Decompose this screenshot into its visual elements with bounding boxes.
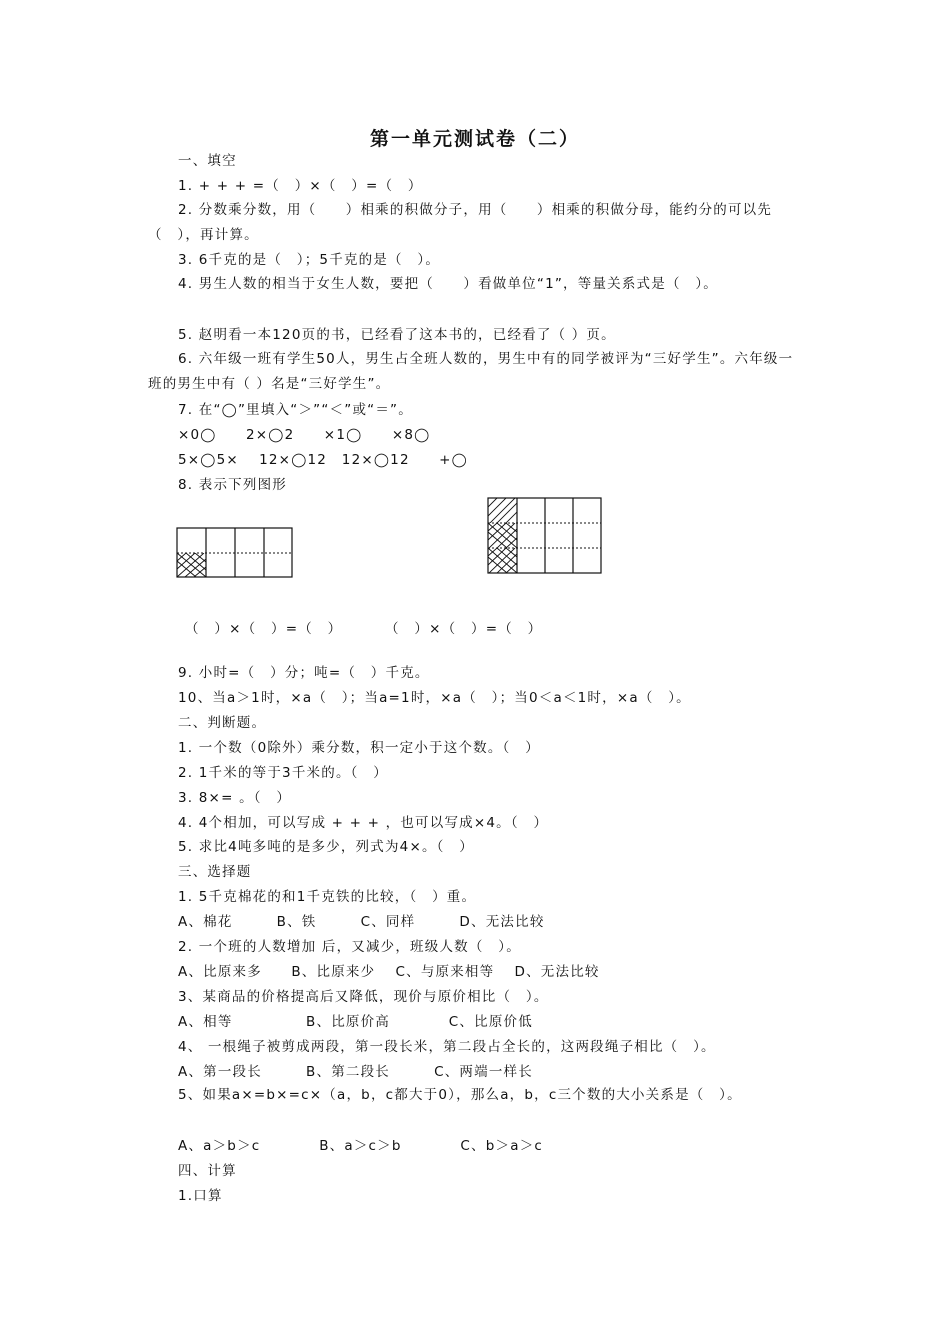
- fill-q8: 8. 表示下列图形: [178, 477, 287, 493]
- fill-q7-row2: 5×◯5× 12×◯12 12×◯12 +◯: [178, 452, 468, 468]
- hatch-middle: [488, 523, 519, 549]
- fill-q8-eq2: （ ）×（ ）=（ ）: [385, 621, 543, 637]
- judge-q1: 1. 一个数（0除外）乘分数，积一定小于这个数。（ ）: [178, 740, 540, 756]
- section-judge-heading: 二、判断题。: [178, 715, 267, 731]
- fill-q1: 1. + + + =（ ）×（ ）=（ ）: [178, 178, 423, 194]
- section-choice-heading: 三、选择题: [178, 864, 252, 880]
- fraction-figure-2: [487, 497, 603, 575]
- fraction-figure-1: [176, 527, 294, 579]
- judge-q2: 2. 1千米的等于3千米的。（ ）: [178, 765, 388, 781]
- choice-q5: 5、如果a×=b×=c×（a，b，c都大于0），那么a，b，c三个数的大小关系是（ ）。: [178, 1087, 742, 1103]
- fill-q4: 4. 男生人数的相当于女生人数，要把（ ）看做单位“1”，等量关系式是（ ）。: [178, 276, 718, 292]
- judge-q3: 3. 8×= 。（ ）: [178, 790, 292, 806]
- fill-q5: 5. 赵明看一本120页的书，已经看了这本书的，已经看了（ ）页。: [178, 327, 616, 343]
- hatch-pattern: [177, 553, 206, 577]
- choice-q1-options: A、棉花 B、铁 C、同样 D、无法比较: [178, 914, 545, 930]
- page-title: 第一单元测试卷（二）: [369, 128, 580, 150]
- choice-q3-options: A、相等 B、比原价高 C、比原价低: [178, 1014, 533, 1030]
- calc-q1: 1.口算: [178, 1188, 223, 1204]
- judge-q5: 5. 求比4吨多吨的是多少，列式为4×。（ ）: [178, 839, 475, 855]
- fill-q7: 7. 在“◯”里填入“＞”“＜”或“＝”。: [178, 402, 413, 418]
- hatch-bottom: [488, 548, 519, 574]
- fill-q7-row1: ×0◯ 2×◯2 ×1◯ ×8◯: [178, 427, 431, 443]
- choice-q1: 1. 5千克棉花的和1千克铁的比较，（ ）重。: [178, 889, 477, 905]
- fill-q3: 3. 6千克的是（ ）；5千克的是（ ）。: [178, 252, 441, 268]
- choice-q3: 3、某商品的价格提高后又降低，现价与原价相比（ ）。: [178, 989, 549, 1005]
- section-fill-heading: 一、填空: [178, 153, 237, 169]
- hatch-top: [488, 498, 519, 525]
- choice-q5-options: A、a＞b＞c B、a＞c＞b C、b＞a＞c: [178, 1138, 544, 1154]
- fill-q6: 6. 六年级一班有学生50人，男生占全班人数的，男生中有的同学被评为“三好学生”。六年级一班的男生中有（ ）名是“三好学生”。: [148, 351, 794, 392]
- fill-q9: 9. 小时=（ ）分；吨=（ ）千克。: [178, 665, 430, 681]
- fill-q10: 10、当a＞1时，×a（ ）；当a=1时，×a（ ）；当0＜a＜1时，×a（ ）。: [178, 690, 691, 706]
- grid-outline-2: [488, 498, 601, 573]
- section-calc-heading: 四、计算: [178, 1163, 237, 1179]
- fill-q2: 2. 分数乘分数，用（ ）相乘的积做分子，用（ ）相乘的积做分母，能约分的可以先（ ），再计算。: [148, 202, 773, 243]
- fill-q8-eq1: （ ）×（ ）=（ ）: [185, 621, 343, 637]
- choice-q4-options: A、第一段长 B、第二段长 C、两端一样长: [178, 1064, 533, 1080]
- judge-q4: 4. 4个相加，可以写成 + + + ，也可以写成×4。（ ）: [178, 815, 549, 831]
- choice-q2-options: A、比原来多 B、比原来少 C、与原来相等 D、无法比较: [178, 964, 600, 980]
- choice-q2: 2. 一个班的人数增加 后，又减少，班级人数（ ）。: [178, 939, 521, 955]
- choice-q4: 4、 一根绳子被剪成两段，第一段长米，第二段占全长的，这两段绳子相比（ ）。: [178, 1039, 716, 1055]
